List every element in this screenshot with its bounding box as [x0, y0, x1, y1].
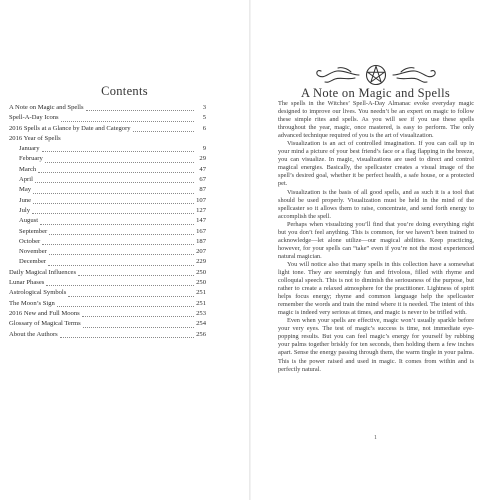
toc-entry-label: 2016 Year of Spells	[9, 134, 61, 142]
toc-entry-page: 207	[196, 248, 206, 256]
toc-entry-page: 147	[196, 217, 206, 225]
toc-entry	[9, 330, 206, 340]
toc-entry-label: Glossary of Magical Terms	[9, 320, 81, 328]
toc-entry-label: Daily Magical Influences	[9, 268, 77, 276]
body-paragraph: The spells in the Witches’ Spell-A-Day Almanac evoke everyday magic designed to improve our lives. You needn’t be an expert on magic to follow these simple rites and spells. As you will see if you use these spells throughout the year, magic, once mastered, is easy to perform. The only advanced technique required of you is the art of visualization.	[278, 100, 474, 140]
toc-entry-page: 87	[199, 186, 206, 194]
toc-entry-label: March	[19, 165, 37, 173]
toc-entry	[9, 196, 206, 206]
toc-entry-page: 3	[202, 104, 206, 111]
toc-entry	[9, 144, 206, 154]
toc-leader-dots	[60, 336, 194, 338]
toc-entry	[9, 206, 206, 216]
toc-entry-page: 187	[196, 237, 206, 245]
toc-entry	[9, 175, 206, 185]
toc-leader-dots	[46, 284, 194, 286]
toc-entry	[9, 103, 206, 113]
toc-entry-label: December	[19, 258, 47, 266]
toc-entry-page: 251	[196, 299, 206, 307]
toc-entry-page: 107	[196, 196, 206, 204]
chapter-page	[251, 0, 500, 500]
toc-entry-label: Astrological Symbols	[9, 289, 67, 297]
toc-entry-page: 251	[196, 289, 206, 297]
toc-entry-label: October	[19, 237, 41, 245]
contents-heading: Contents	[101, 84, 148, 98]
toc-entry	[9, 113, 206, 123]
toc-entry-label: May	[19, 186, 32, 194]
toc-entry	[9, 288, 206, 298]
toc-entry-page: 250	[196, 279, 206, 287]
chapter-body	[278, 100, 474, 374]
toc-entry-page: 47	[199, 165, 206, 173]
toc-entry	[9, 257, 206, 267]
toc-entry	[9, 237, 206, 247]
toc-entry-page: 127	[196, 206, 206, 214]
body-paragraph: Perhaps when visualizing you’ll find that you’re doing everything right but you don’t feel anything. This is common, for we haven’t been trained to acknowledge—let alone utilize—our magical abilities. Keep practicing, however, for your spells can “take” even if you’re not the most experienced natural magician.	[278, 220, 474, 260]
toc-leader-dots	[38, 171, 194, 173]
toc-entry-label: April	[19, 176, 33, 184]
toc-entry	[9, 309, 206, 319]
toc-leader-dots	[68, 295, 194, 297]
body-paragraph: You will notice also that many spells in this collection have a somewhat light tone. They are seemingly fun and frivolous, filled with rhyme and colloquial speech. This is not to diminish the seriousness of the purpose, but rather to create a relaxed atmosphere for the practitioner. Lightness of spirit helps focus energy; rhyme and common language help the spellcaster remember the words and train the mind where it is needed. The intent of this magic is indeed very serious at times, and magic is never to be trifled with.	[278, 260, 474, 317]
toc-entry-label: The Moon’s Sign	[9, 299, 55, 307]
toc-entry-label: 2016 Spells at a Glance by Date and Category	[9, 124, 131, 132]
toc-entry-page: 229	[196, 258, 206, 266]
toc-entry-label: A Note on Magic and Spells	[9, 104, 84, 111]
toc-leader-dots	[48, 264, 194, 266]
toc-entry-page: 250	[196, 268, 206, 276]
toc-entry-page: 167	[196, 227, 206, 235]
body-paragraph: Visualization is the basis of all good spells, and as such it is a tool that should be used properly. Visualization must be held in the mind of the spellcaster so it allows them to raise, concentrate, and send forth energy to accomplish the spell.	[278, 188, 474, 220]
toc-leader-dots	[133, 130, 194, 132]
toc-entry-label: About the Authors	[9, 330, 58, 338]
toc-entry	[9, 247, 206, 257]
toc-entry-page: 29	[199, 155, 206, 163]
toc-leader-dots	[49, 253, 194, 255]
toc-leader-dots	[33, 192, 194, 194]
toc-entry-label: Lunar Phases	[9, 279, 45, 287]
toc-entry-label: Spell-A-Day Icons	[9, 114, 59, 122]
toc-entry	[9, 319, 206, 329]
toc-entry	[9, 134, 206, 144]
toc-entry-label: June	[19, 196, 32, 204]
toc-leader-dots	[86, 109, 194, 111]
toc-entry-label: November	[19, 248, 47, 256]
toc-entry-label: February	[19, 155, 43, 163]
toc-entry-page: 67	[199, 176, 206, 184]
toc-entry-page: 253	[196, 309, 206, 317]
toc-entry	[9, 165, 206, 175]
toc-leader-dots	[33, 202, 194, 204]
page-number: 1	[374, 435, 377, 441]
toc-leader-dots	[40, 223, 194, 225]
toc-leader-dots	[42, 150, 194, 152]
toc-leader-dots	[82, 315, 194, 317]
toc-entry	[9, 124, 206, 134]
toc-entry-page: 5	[202, 114, 206, 122]
toc-entry-label: August	[19, 217, 39, 225]
toc-entry	[9, 154, 206, 164]
toc-entry	[9, 299, 206, 309]
toc-leader-dots	[78, 274, 194, 276]
toc-entry-label: July	[19, 206, 30, 214]
toc-leader-dots	[49, 233, 194, 235]
table-of-contents	[9, 103, 206, 340]
toc-entry-label: September	[19, 227, 48, 235]
toc-entry	[9, 227, 206, 237]
toc-leader-dots	[35, 181, 194, 183]
toc-entry	[9, 278, 206, 288]
toc-entry	[9, 185, 206, 195]
toc-entry-page: 256	[196, 330, 206, 338]
body-paragraph: Even when your spells are effective, magic won’t usually sparkle before your very eyes. The test of magic’s success is time, not immediate eye-popping results. But you can feel magic’s energy for yourself by rubbing your palms together briskly for ten seconds, then holding them a few inches apart. Sense the energy passing through them, the warm tingle in your palms. This is the power raised and used in magic. It comes from within and is perfectly natural.	[278, 317, 474, 373]
contents-page	[0, 0, 249, 500]
toc-entry-page: 254	[196, 320, 206, 328]
toc-entry-page: 6	[202, 124, 206, 132]
toc-entry-page: 9	[202, 145, 206, 153]
toc-leader-dots	[57, 305, 194, 307]
chapter-heading: A Note on Magic and Spells	[300, 86, 451, 100]
toc-leader-dots	[83, 326, 194, 328]
toc-entry-label: 2016 New and Full Moons	[9, 309, 80, 317]
toc-leader-dots	[45, 161, 194, 163]
toc-entry	[9, 216, 206, 226]
toc-leader-dots	[32, 212, 194, 214]
toc-entry-label: January	[19, 145, 40, 153]
toc-leader-dots	[61, 120, 194, 122]
body-paragraph: Visualization is an act of controlled imagination. If you can call up in your mind a picture of your best friend’s face or a flag flapping in the breeze, you can visualize. In magic, visualizations are used to direct and control magical energies. Basically, the spellcaster creates a visual image of the spell’s desired goal, whether it be perfect health, a safe house, or a protected pet.	[278, 140, 474, 188]
toc-leader-dots	[42, 243, 194, 245]
toc-entry	[9, 268, 206, 278]
pentacle-ornament-icon	[311, 62, 441, 88]
